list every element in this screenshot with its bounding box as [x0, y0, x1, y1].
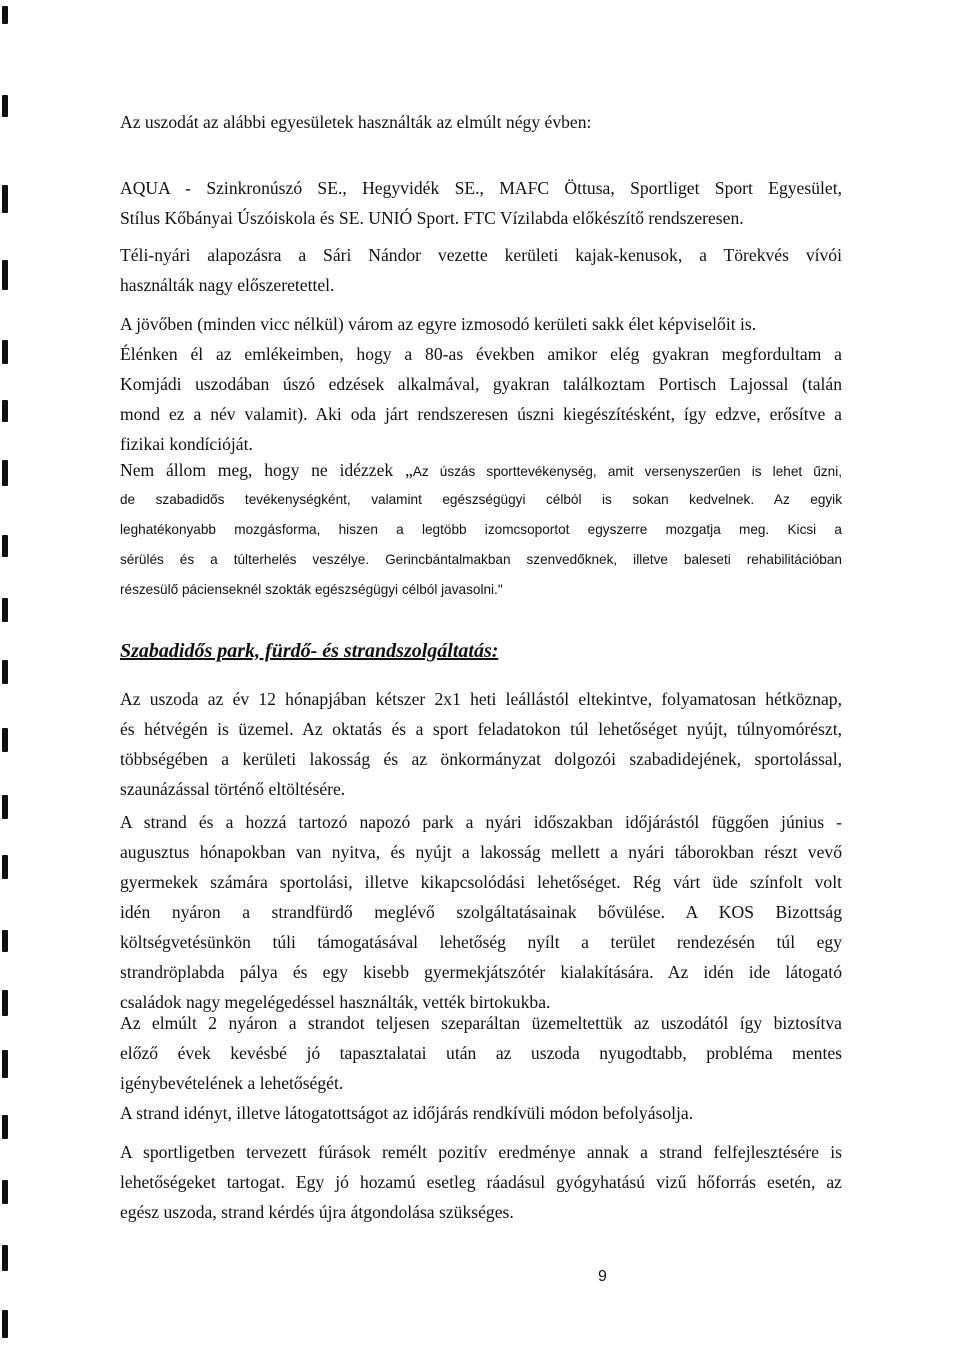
beach-paragraph: A strand és a hozzá tartozó napozó park a nyári időszakban időjárástól függően június - augusztus hónapokban van nyitva, és nyújt a lakosság mellett a nyári táborokban részt vevő gyermekek számára sportolási, illetve kikapcsolódási lehetőséget. Rég várt üde színfolt volt idén nyáron a strandfürdő meglévő szolgáltatásainak bővülése. A KOS Bizottság költségvetésünkön túli támogatásával lehetőség nyílt a terület rendezésén túl egy strandröplabda pálya és egy kisebb gyermekjátszótér kialakítására. Az idén ide látogató családok nagy megelégedéssel használták, vették birtokukba.	[120, 812, 842, 1012]
winter-training-paragraph: Téli-nyári alapozásra a Sári Nándor vezette kerületi kajak-kenusok, a Törekvés vívói használták nagy előszeretettel.	[120, 245, 842, 295]
past-summers-paragraph: Az elmúlt 2 nyáron a strandot teljesen szeparáltan üzemeltettük az uszodától így biztosítva előző évek kevésbé jó tapasztalatai után az uszoda nyugodtabb, probléma mentes igénybevételének a lehetőségét.	[120, 1013, 842, 1093]
pool-operation-paragraph: Az uszoda az év 12 hónapjában kétszer 2x1 heti leállástól eltekintve, folyamatosan hétköznap, és hétvégén is üzemel. Az oktatás és a sport feladatokon túl lehetőséget nyújt, túlnyomórészt, többségében a kerületi lakosság és az önkormányzat dolgozói szabadidejének, sportolással, szaunázással történő eltöltésére.	[120, 689, 842, 799]
chess-paragraph: A jövőben (minden vicc nélkül) várom az egyre izmosodó kerületi sakk élet képviselőit is.	[120, 314, 757, 334]
quote-paragraph: Nem állom meg, hogy ne idézzek „Az úszás sporttevékenység, amit versenyszerűen is lehet űzni, de szabadidős tevékenységként, valamint egészségügyi célból is sokan kedvelnek. Az egyik leghatékonyabb mozgásforma, hiszen a legtöbb izomcsoportot egyszerre mozgatja meg. Kicsi a sérülés és a túlterhelés veszélye. Gerincbántalmakban szenvedőknek, illetve baleseti rehabilitációban részesülő pácienseknél szokták egészségügyi célból javasolni."	[120, 460, 842, 597]
memory-paragraph: Élénken él az emlékeimben, hogy a 80-as években amikor elég gyakran megfordultam a Komjádi uszodában úszó edzések alkalmával, gyakran találkoztam Portisch Lajossal (talán mond ez a név valamit). Aki oda járt rendszeresen úszni kiegészítésként, így edzve, erősítve a fizikai kondícióját.	[120, 344, 842, 454]
future-drilling-paragraph: A sportligetben tervezett fúrások remélt pozitív eredménye annak a strand felfejlesztésére is lehetőségeket tartogat. Egy jó hozamú esetleg ráadásul gyógyhatású vizű hőforrás esetén, az egész uszoda, strand kérdés újra átgondolása szükséges.	[120, 1142, 842, 1222]
section-heading: Szabadidős park, fürdő- és strandszolgáltatás:	[120, 640, 499, 662]
intro-paragraph: Az uszodát az alábbi egyesületek használták az elmúlt négy évben:	[120, 112, 592, 132]
page-number: 9	[598, 1268, 607, 1285]
binding-edge-marks	[0, 0, 26, 1365]
clubs-paragraph: AQUA - Szinkronúszó SE., Hegyvidék SE., MAFC Öttusa, Sportliget Sport Egyesület, Stílus Kőbányai Úszóiskola és SE. UNIÓ Sport. FTC Vízilabda előkészítő rendszeresen.	[120, 178, 842, 228]
weather-paragraph: A strand idényt, illetve látogatottságot az időjárás rendkívüli módon befolyásolja.	[120, 1103, 694, 1123]
